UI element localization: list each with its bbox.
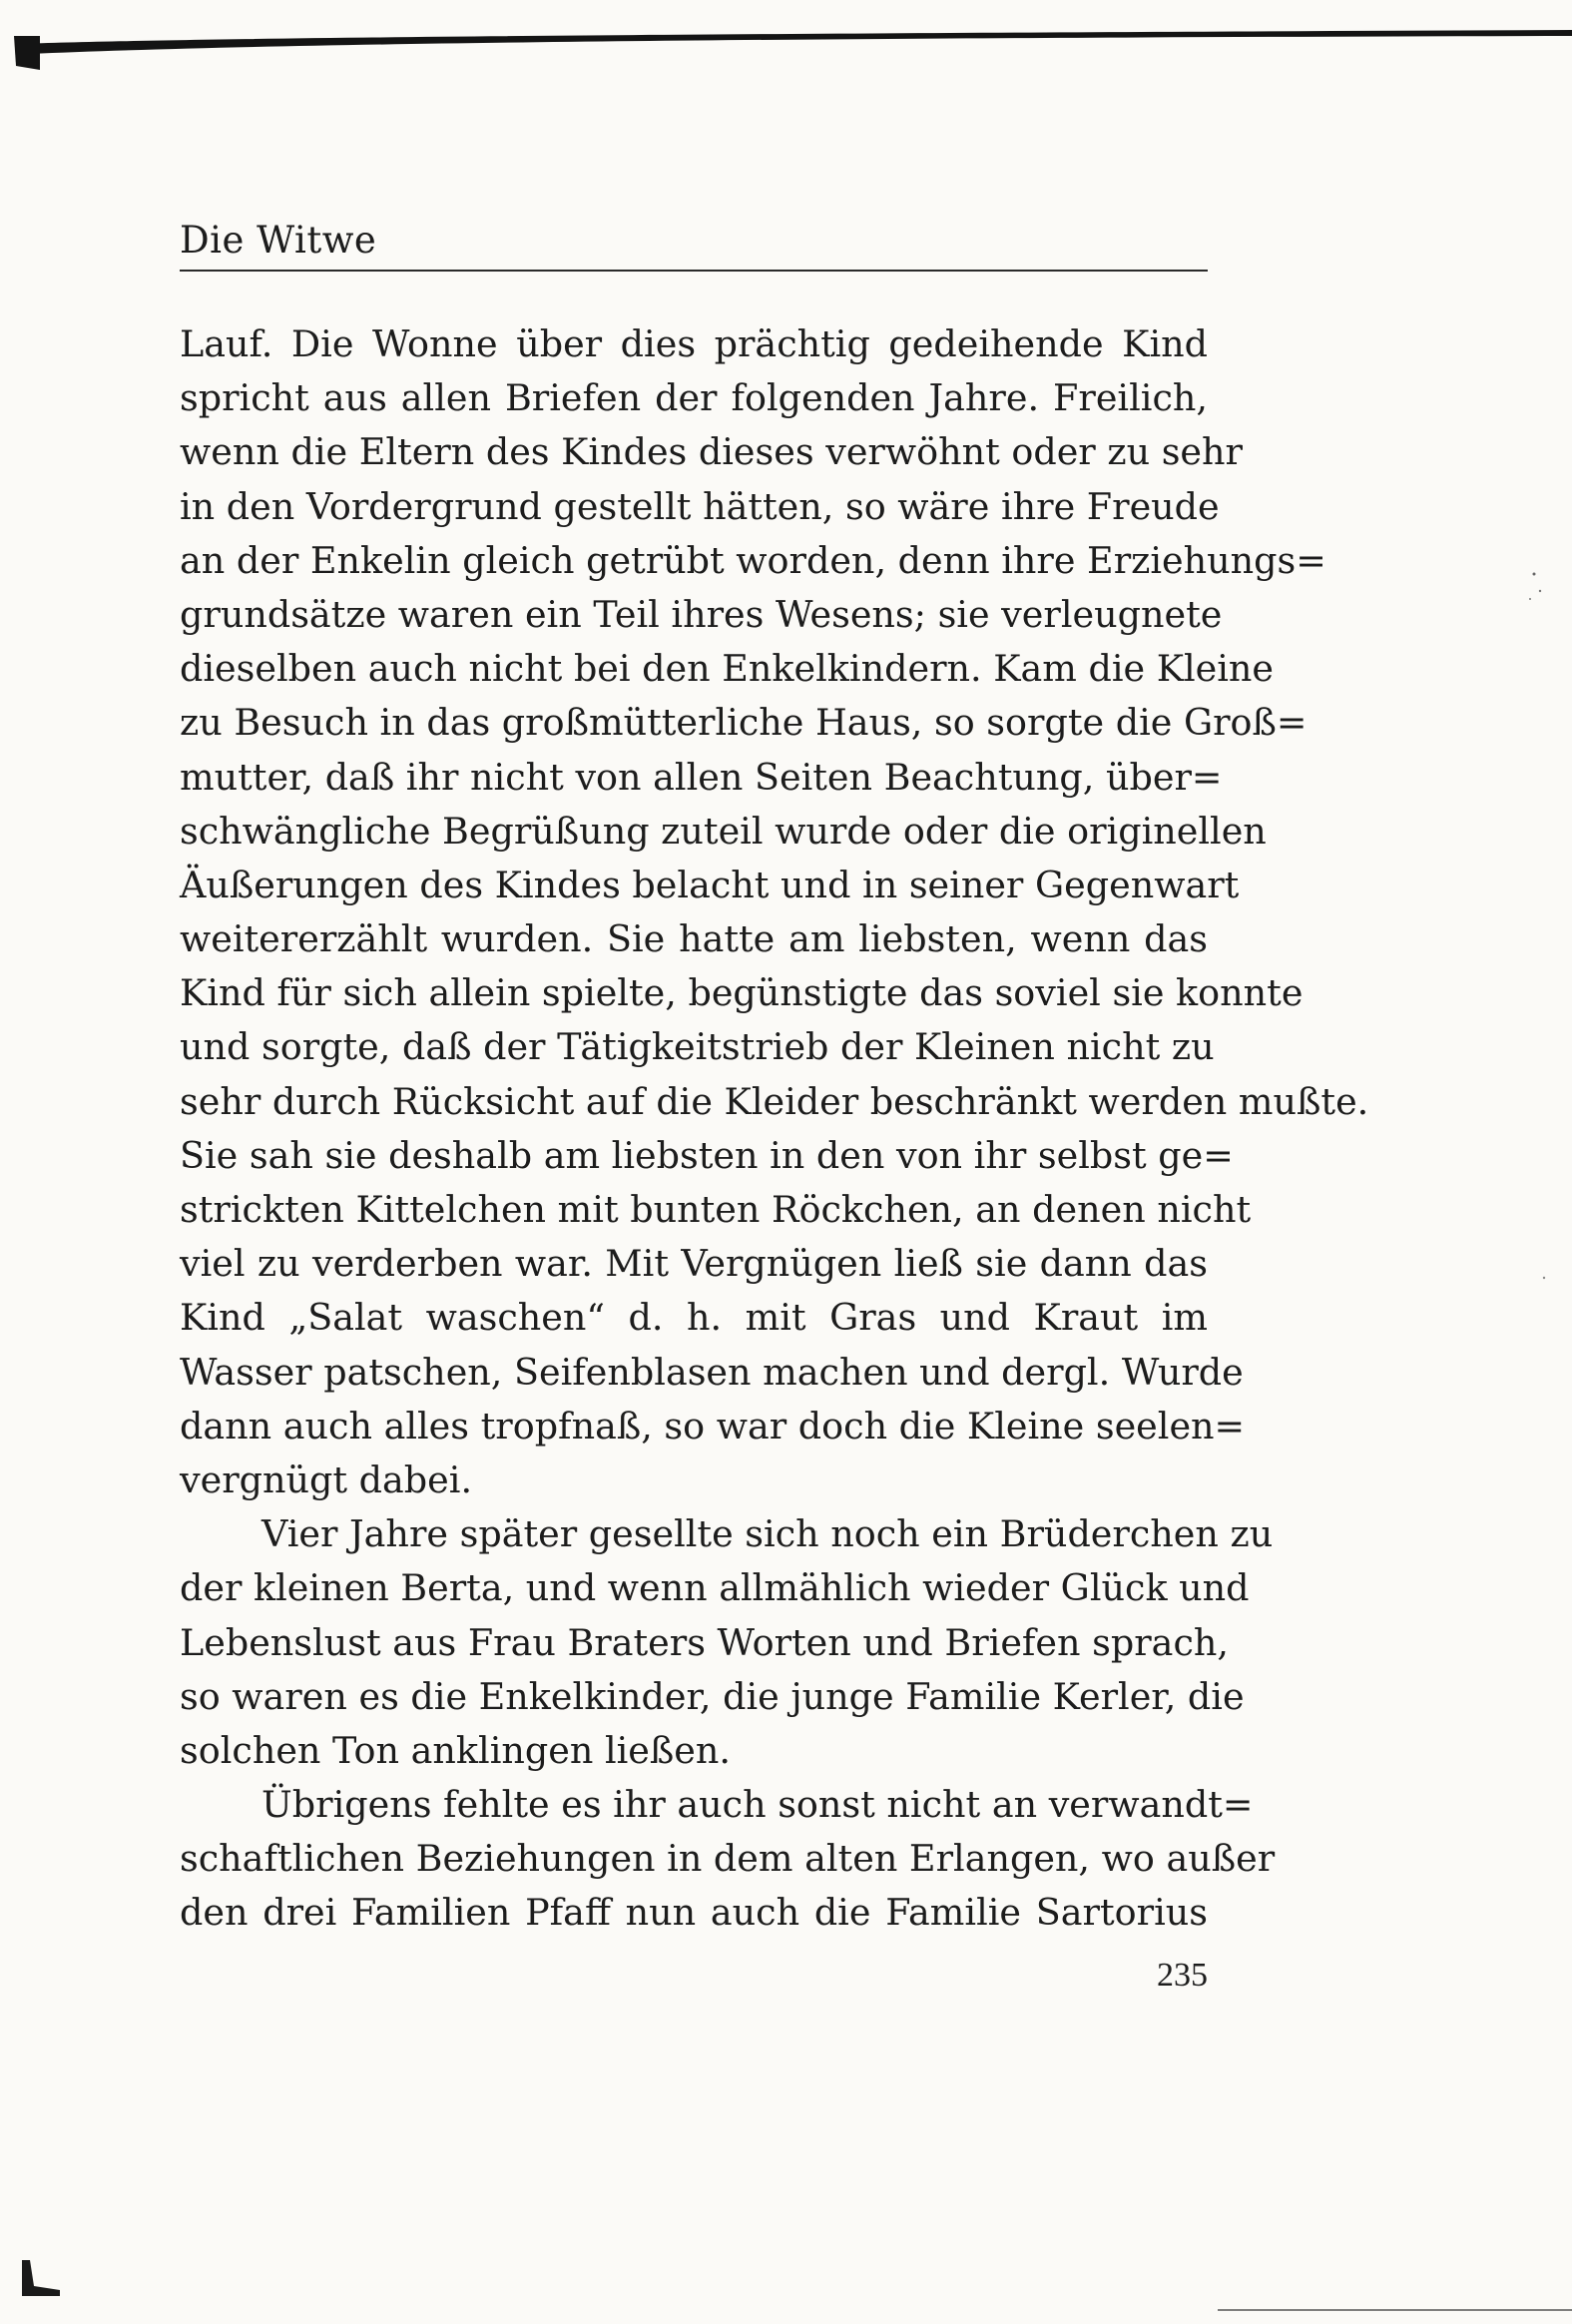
running-head: Die Witwe <box>180 219 377 262</box>
text-line: Übrigens fehlte es ihr auch sonst nicht an verwandt= <box>262 1783 1254 1827</box>
scan-bottom-edge <box>0 2246 1572 2324</box>
text-line: grundsätze waren ein Teil ihres Wesens; sie verleugnete <box>180 592 1223 636</box>
text-line: der kleinen Berta, und wenn allmählich wieder Glück und <box>180 1566 1250 1610</box>
text-line: an der Enkelin gleich getrübt worden, denn ihre Erziehungs= <box>180 538 1326 582</box>
text-line: den drei Familien Pfaff nun auch die Familie Sartorius <box>180 1891 1208 1935</box>
text-line: schwängliche Begrüßung zuteil wurde oder die originellen <box>180 809 1267 853</box>
text-line: wenn die Eltern des Kindes dieses verwöhnt oder zu sehr <box>180 430 1243 474</box>
text-line: Äußerungen des Kindes belacht und in seiner Gegenwart <box>180 863 1240 906</box>
text-line: Kind für sich allein spielte, begünstigte das soviel sie konnte <box>180 971 1304 1015</box>
text-line: sehr durch Rücksicht auf die Kleider beschränkt werden mußte. <box>180 1079 1369 1123</box>
text-line: zu Besuch in das großmütterliche Haus, so sorgte die Groß= <box>180 701 1308 745</box>
text-line: spricht aus allen Briefen der folgenden Jahre. Freilich, <box>180 376 1208 420</box>
text-line: Kind „Salat waschen“ d. h. mit Gras und Kraut im <box>180 1296 1208 1340</box>
scan-specks <box>1492 0 1572 2324</box>
text-line: Vier Jahre später gesellte sich noch ein Brüderchen zu <box>262 1512 1274 1556</box>
text-line: viel zu verderben war. Mit Vergnügen ließ sie dann das <box>180 1242 1208 1286</box>
text-line: Lauf. Die Wonne über dies prächtig gedeihende Kind <box>180 322 1208 365</box>
page-header <box>180 212 1208 272</box>
text-line: dann auch alles tropfnaß, so war doch die Kleine seelen= <box>180 1404 1246 1448</box>
page-number: 235 <box>1157 1957 1208 1994</box>
body-text <box>180 317 1369 1941</box>
text-line: dieselben auch nicht bei den Enkelkindern. Kam die Kleine <box>180 647 1275 691</box>
text-line: vergnügt dabei. <box>180 1457 473 1501</box>
text-line: und sorgte, daß der Tätigkeitstrieb der Kleinen nicht zu <box>180 1025 1215 1069</box>
text-line: Lebenslust aus Frau Braters Worten und Briefen sprach, <box>180 1620 1229 1664</box>
text-line: solchen Ton anklingen ließen. <box>180 1728 731 1772</box>
text-line: Wasser patschen, Seifenblasen machen und dergl. Wurde <box>180 1350 1244 1394</box>
text-line: strickten Kittelchen mit bunten Röckchen, an denen nicht <box>180 1188 1252 1231</box>
text-line: mutter, daß ihr nicht von allen Seiten Beachtung, über= <box>180 755 1223 799</box>
text-line: weitererzählt wurden. Sie hatte am liebsten, wenn das <box>180 917 1208 961</box>
text-line: Sie sah sie deshalb am liebsten in den von ihr selbst ge= <box>180 1133 1234 1177</box>
scan-top-edge <box>0 30 1572 78</box>
text-line: in den Vordergrund gestellt hätten, so wäre ihre Freude <box>180 484 1220 528</box>
text-line: so waren es die Enkelkinder, die junge Familie Kerler, die <box>180 1674 1245 1718</box>
text-line: schaftlichen Beziehungen in dem alten Erlangen, wo außer <box>180 1837 1276 1881</box>
